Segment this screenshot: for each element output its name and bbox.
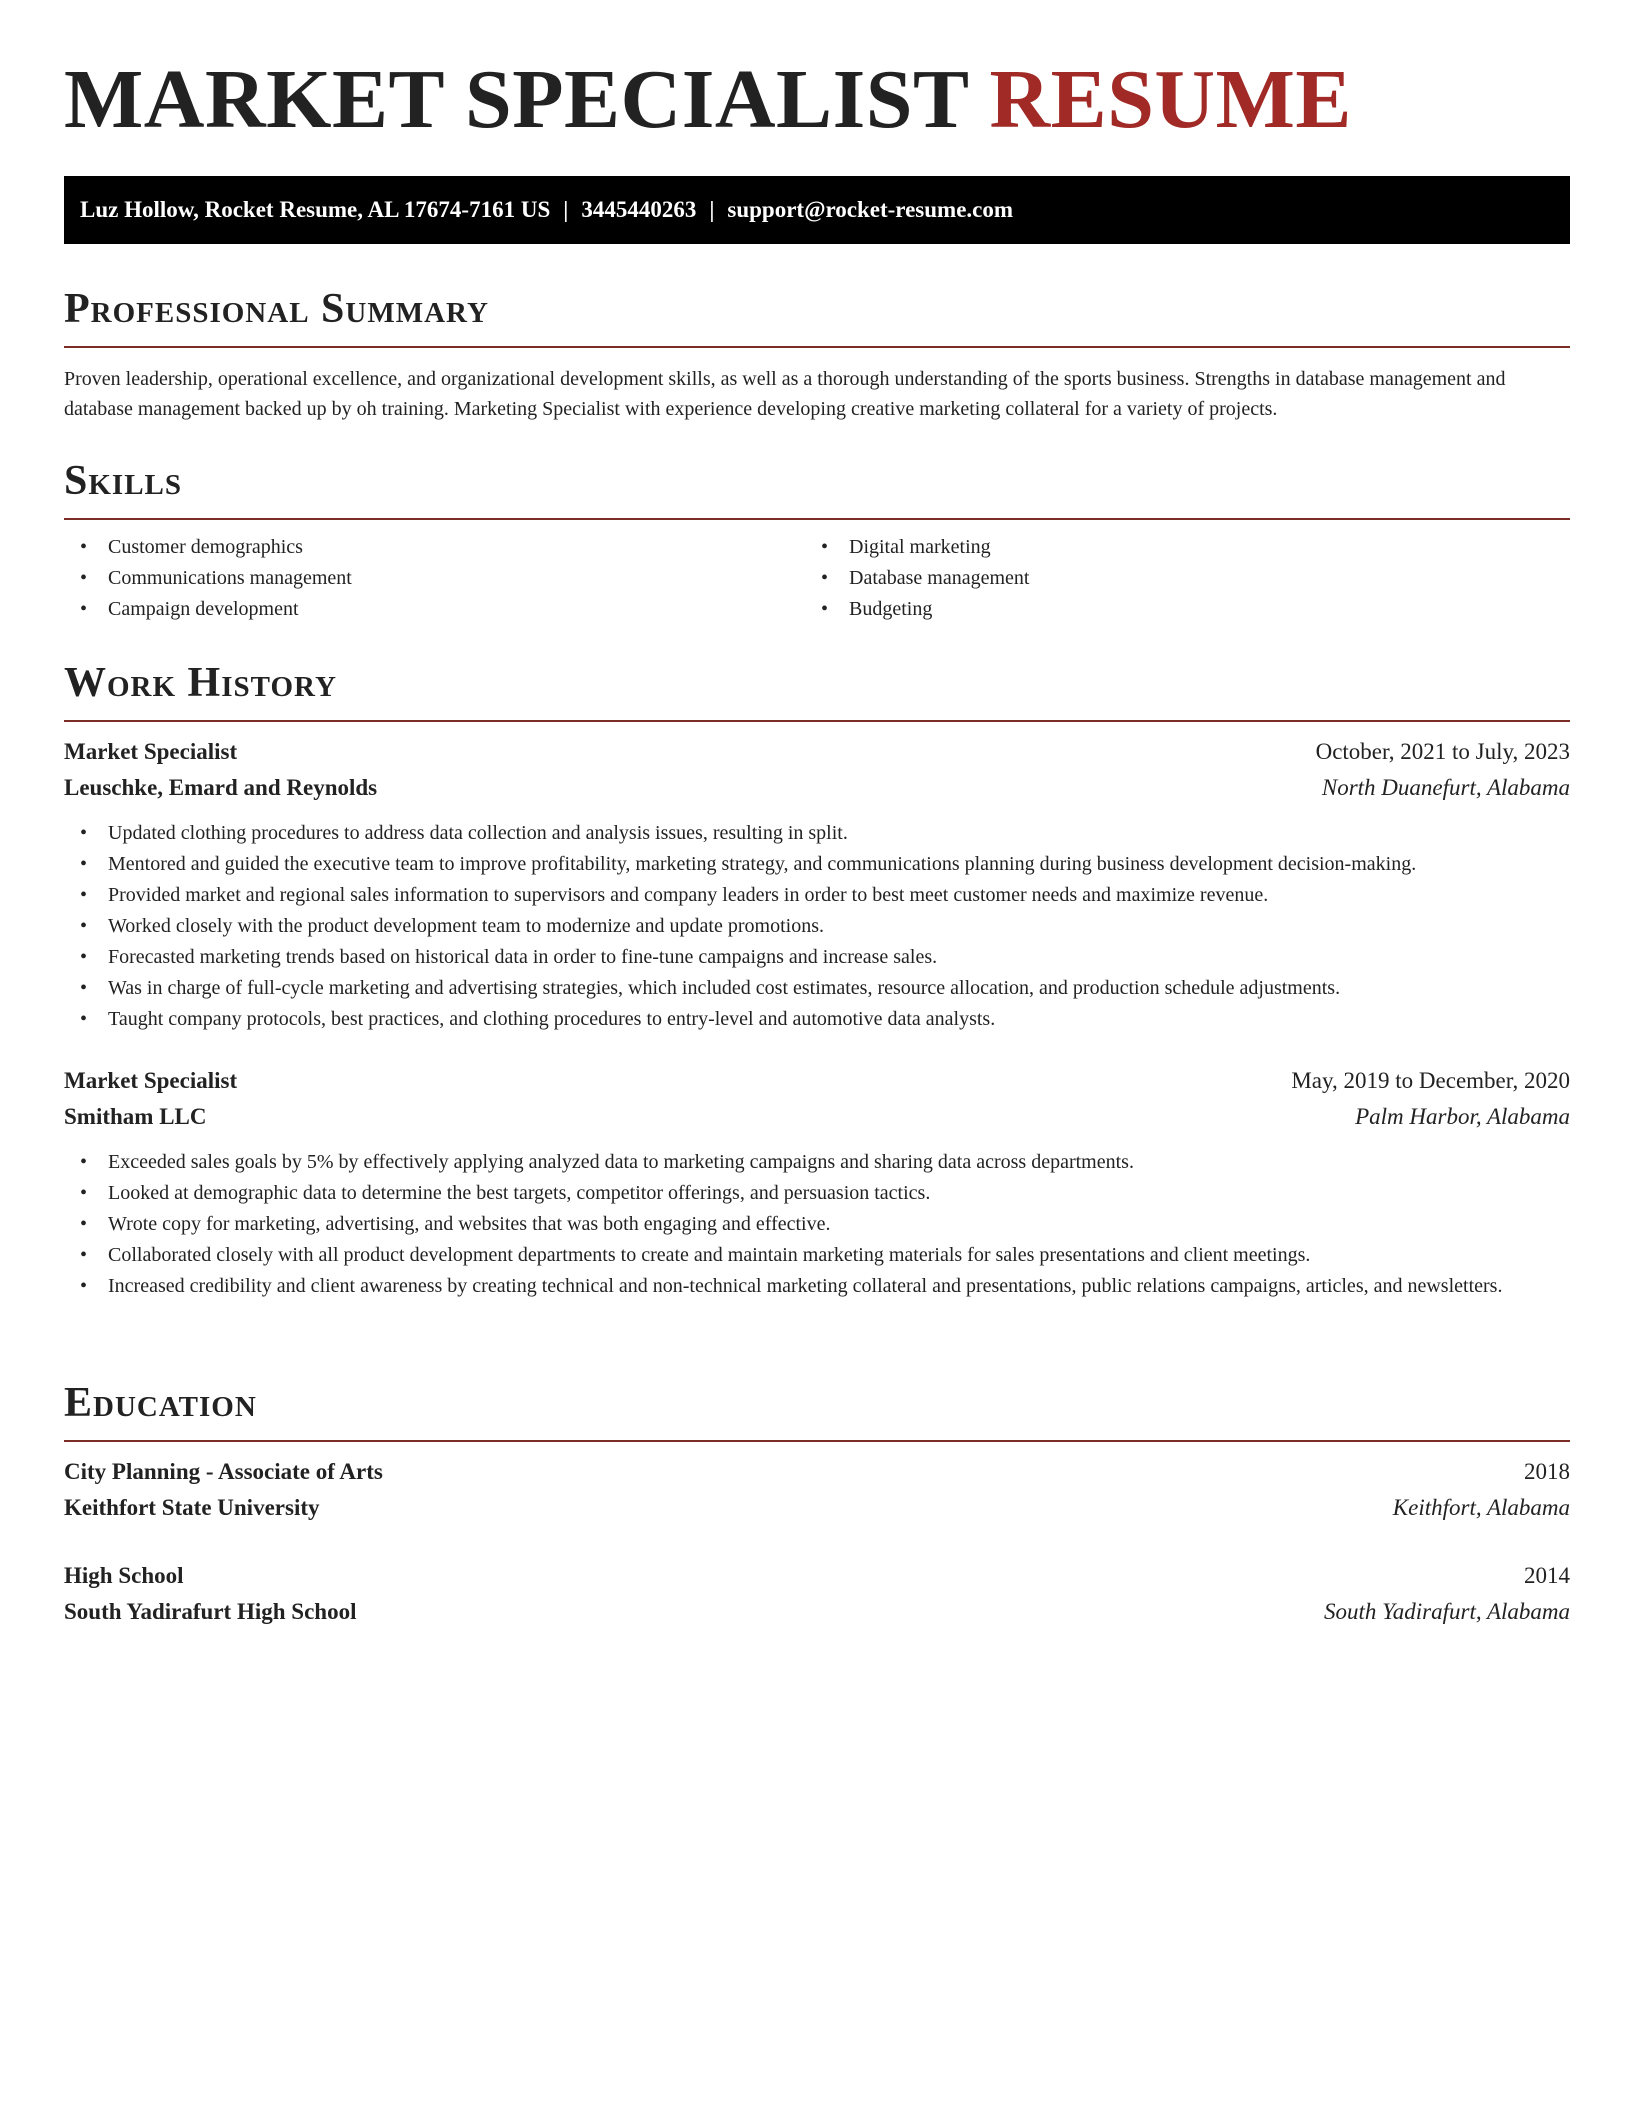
job-bullet: • Was in charge of full-cycle marketing and advertising strategies, which included cost estimates, resource allocation, and production schedule adjustments. (64, 973, 1570, 1004)
education-degree-row (64, 1454, 1570, 1490)
job-bullets (64, 818, 1570, 1035)
job-header-row (64, 1063, 1570, 1099)
work-history-heading: Work History (64, 656, 1570, 722)
skills-column-right (805, 532, 1546, 625)
job-dates: May, 2019 to December, 2020 (1291, 1068, 1570, 1093)
job-bullet: • Forecasted marketing trends based on historical data in order to fine-tune campaigns and increase sales. (64, 942, 1570, 973)
skills-heading: Skills (64, 454, 1570, 520)
summary-heading: Professional Summary (64, 282, 1570, 348)
title-main: MARKET SPECIALIST (64, 53, 968, 146)
contact-bar (64, 176, 1570, 244)
education-degree: City Planning - Associate of Arts (64, 1459, 383, 1484)
job-title: Market Specialist (64, 1068, 238, 1093)
education-degree-row (64, 1558, 1570, 1594)
job-bullet: • Exceeded sales goals by 5% by effectively applying analyzed data to marketing campaigns and sharing data across departments. (64, 1147, 1570, 1178)
job-bullet: • Taught company protocols, best practices, and clothing procedures to entry-level and automotive data analysts. (64, 1004, 1570, 1035)
education-heading: Education (64, 1376, 1570, 1442)
skill-item: • Customer demographics (64, 532, 805, 563)
job-company-row (64, 770, 1570, 806)
contact-email[interactable]: support@rocket-resume.com (727, 197, 1014, 222)
education-school: South Yadirafurt High School (64, 1599, 357, 1624)
contact-separator: | (709, 197, 715, 222)
job-bullet: • Mentored and guided the executive team to improve profitability, marketing strategy, and communications planning during business development decision-making. (64, 849, 1570, 880)
resume-page (64, 0, 1570, 1624)
skill-item: • Budgeting (805, 594, 1546, 625)
education-degree: High School (64, 1563, 184, 1588)
job-location: North Duanefurt, Alabama (1321, 775, 1570, 800)
contact-phone[interactable]: 3445440263 (581, 197, 697, 222)
job-location: Palm Harbor, Alabama (1355, 1104, 1570, 1129)
education-school-row (64, 1594, 1570, 1630)
job-bullet: • Wrote copy for marketing, advertising, and websites that was both engaging and effective. (64, 1209, 1570, 1240)
education-year: 2018 (1524, 1459, 1570, 1484)
job-bullet: • Worked closely with the product development team to modernize and update promotions. (64, 911, 1570, 942)
job-bullet: • Provided market and regional sales information to supervisors and company leaders in order to best meet customer needs and maximize revenue. (64, 880, 1570, 911)
job-title: Market Specialist (64, 739, 238, 764)
education-school-row (64, 1490, 1570, 1526)
education-entry (64, 1454, 1570, 1526)
education-section (64, 1376, 1570, 1630)
summary-section (64, 282, 1570, 424)
job-dates: October, 2021 to July, 2023 (1315, 739, 1570, 764)
work-history-section (64, 656, 1570, 1302)
education-entry (64, 1558, 1570, 1630)
skills-column-left (64, 532, 805, 625)
skills-list (64, 532, 1570, 625)
education-school: Keithfort State University (64, 1495, 320, 1520)
contact-separator: | (563, 197, 569, 222)
resume-title (64, 0, 1570, 146)
job-company: Leuschke, Emard and Reynolds (64, 775, 378, 800)
education-location: South Yadirafurt, Alabama (1323, 1599, 1570, 1624)
job-bullet: • Collaborated closely with all product development departments to create and maintain marketing materials for sales presentations and client meetings. (64, 1240, 1570, 1271)
job-entry (64, 734, 1570, 1035)
summary-text: Proven leadership, operational excellence, and organizational development skills, as well as a thorough understanding of the sports business. Strengths in database management and database management backed up by oh training. Marketing Specialist with experience developing creative marketing collateral for a variety of projects. (64, 368, 1506, 420)
skill-item: • Database management (805, 563, 1546, 594)
skill-item: • Communications management (64, 563, 805, 594)
education-location: Keithfort, Alabama (1392, 1495, 1570, 1520)
job-bullet: • Increased credibility and client awareness by creating technical and non-technical marketing collateral and presentations, public relations campaigns, articles, and newsletters. (64, 1271, 1570, 1302)
skill-item: • Digital marketing (805, 532, 1546, 563)
skills-section (64, 454, 1570, 625)
job-company: Smitham LLC (64, 1104, 207, 1129)
education-year: 2014 (1524, 1563, 1570, 1588)
job-bullet: • Looked at demographic data to determine the best targets, competitor offerings, and persuasion tactics. (64, 1178, 1570, 1209)
contact-address: Luz Hollow, Rocket Resume, AL 17674-7161 US (80, 197, 551, 222)
job-company-row (64, 1099, 1570, 1135)
skill-item: • Campaign development (64, 594, 805, 625)
job-entry (64, 1063, 1570, 1302)
title-accent: RESUME (989, 53, 1352, 146)
job-header-row (64, 734, 1570, 770)
job-bullets (64, 1147, 1570, 1302)
job-bullet: • Updated clothing procedures to address data collection and analysis issues, resulting in split. (64, 818, 1570, 849)
